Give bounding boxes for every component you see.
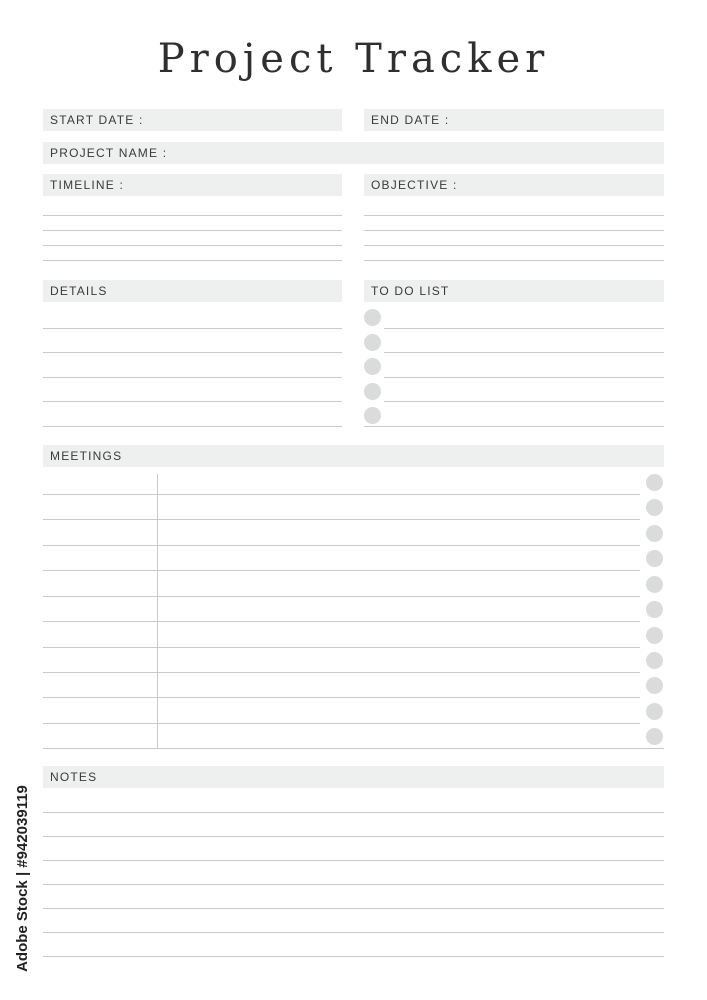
notes-line[interactable] (43, 932, 664, 933)
timeline-line[interactable] (43, 245, 342, 246)
meeting-line[interactable] (43, 748, 664, 749)
details-line[interactable] (43, 426, 342, 427)
todo-line[interactable] (384, 377, 664, 378)
meeting-line[interactable] (43, 545, 640, 546)
meeting-checkbox[interactable] (646, 525, 663, 542)
meetings-column-divider (157, 474, 158, 748)
meeting-line[interactable] (43, 596, 640, 597)
start-date-field[interactable]: START DATE : (43, 109, 342, 131)
todo-checkbox[interactable] (364, 407, 381, 424)
todo-checkbox[interactable] (364, 309, 381, 326)
notes-line[interactable] (43, 884, 664, 885)
meeting-line[interactable] (43, 494, 640, 495)
meeting-line[interactable] (43, 621, 640, 622)
meeting-checkbox[interactable] (646, 474, 663, 491)
notes-line[interactable] (43, 908, 664, 909)
meeting-checkbox[interactable] (646, 601, 663, 618)
meeting-checkbox[interactable] (646, 703, 663, 720)
todo-checkbox[interactable] (364, 383, 381, 400)
details-line[interactable] (43, 352, 342, 353)
meeting-checkbox[interactable] (646, 576, 663, 593)
watermark (12, 766, 32, 990)
meeting-checkbox[interactable] (646, 499, 663, 516)
details-line[interactable] (43, 401, 342, 402)
meeting-line[interactable] (43, 697, 640, 698)
todo-checkbox[interactable] (364, 334, 381, 351)
meeting-checkbox[interactable] (646, 627, 663, 644)
objective-line[interactable] (364, 215, 664, 216)
project-name-field[interactable]: PROJECT NAME : (43, 142, 664, 164)
timeline-header: TIMELINE : (43, 174, 342, 196)
timeline-line[interactable] (43, 260, 342, 261)
details-line[interactable] (43, 328, 342, 329)
end-date-field[interactable]: END DATE : (364, 109, 664, 131)
meeting-line[interactable] (43, 723, 640, 724)
todo-line[interactable] (384, 401, 664, 402)
meeting-line[interactable] (43, 519, 640, 520)
todo-line[interactable] (384, 328, 664, 329)
meeting-checkbox[interactable] (646, 550, 663, 567)
objective-line[interactable] (364, 230, 664, 231)
notes-line[interactable] (43, 812, 664, 813)
objective-line[interactable] (364, 260, 664, 261)
meeting-line[interactable] (43, 672, 640, 673)
timeline-line[interactable] (43, 230, 342, 231)
todo-header: TO DO LIST (364, 280, 664, 302)
meeting-checkbox[interactable] (646, 652, 663, 669)
objective-line[interactable] (364, 245, 664, 246)
notes-line[interactable] (43, 860, 664, 861)
todo-line[interactable] (364, 426, 664, 427)
page-title: Project Tracker (157, 36, 550, 82)
todo-checkbox[interactable] (364, 358, 381, 375)
meeting-line[interactable] (43, 647, 640, 648)
objective-header: OBJECTIVE : (364, 174, 664, 196)
meeting-checkbox[interactable] (646, 677, 663, 694)
timeline-line[interactable] (43, 215, 342, 216)
details-line[interactable] (43, 377, 342, 378)
todo-line[interactable] (384, 352, 664, 353)
meeting-checkbox[interactable] (646, 728, 663, 745)
watermark-text: Adobe Stock | #942039119 (13, 784, 31, 972)
notes-line[interactable] (43, 956, 664, 957)
details-header: DETAILS (43, 280, 342, 302)
notes-header: NOTES (43, 766, 664, 788)
notes-line[interactable] (43, 836, 664, 837)
meeting-line[interactable] (43, 570, 640, 571)
meetings-header: MEETINGS (43, 445, 664, 467)
